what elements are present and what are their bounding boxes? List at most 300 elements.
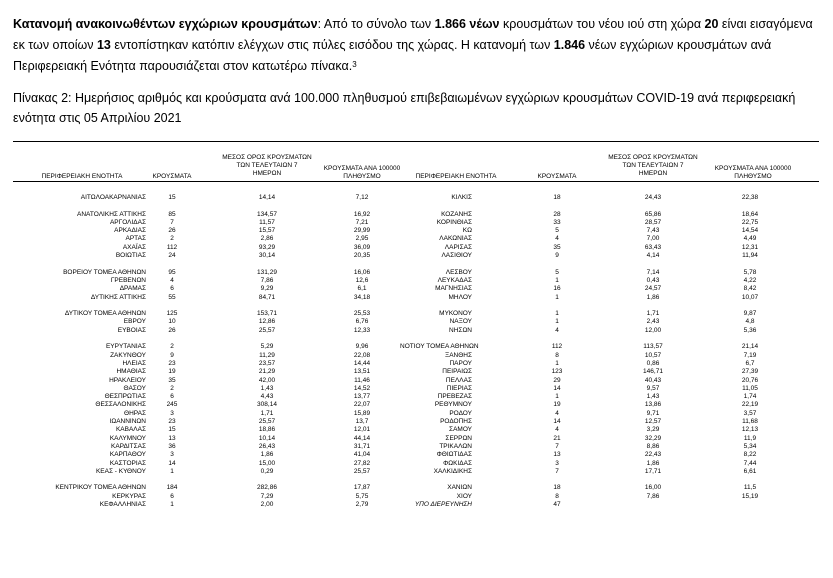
- right-cell-region: ΚΩ: [462, 227, 472, 235]
- right-cell-avg7: 4,14: [646, 252, 660, 260]
- left-cell-per100k: 34,18: [353, 293, 371, 301]
- left-cell-avg7: 7,29: [260, 492, 274, 500]
- left-cell-avg7: 134,57: [257, 210, 277, 218]
- left-cell-avg7: 84,71: [258, 293, 276, 301]
- left-cell-per100k: 13,51: [353, 368, 371, 376]
- left-cell-region: ΘΑΣΟΥ: [123, 384, 146, 392]
- table-caption: Πίνακας 2: Ημερήσιος αριθμός και κρούσματα ανά 100.000 πληθυσμού επιβεβαιωμένων εγχώριων κρουσμάτων COVID-19 ανά περιφερειακή ενότητα στις 05 Απριλίου 2021: [13, 91, 796, 125]
- right-cell-per100k: 21,14: [741, 343, 759, 351]
- left-region-column: [24, 194, 146, 509]
- right-cell-region: ΧΙΟΥ: [456, 492, 472, 500]
- right-cell-avg7: 7,00: [646, 235, 660, 243]
- right-cell-region: ΡΟΔΟΥ: [449, 409, 472, 417]
- right-cell-cases: 1: [555, 393, 559, 401]
- right-cell-per100k: 22,38: [741, 194, 759, 201]
- right-region-column: [400, 194, 479, 509]
- left-cell-cases: 4: [170, 276, 174, 284]
- left-cell-cases: 85: [168, 210, 176, 218]
- left-cell-avg7: 11,29: [259, 351, 275, 359]
- left-cell-region: ΔΥΤΙΚΟΥ ΤΟΜΕΑ ΑΘΗΝΩΝ: [64, 310, 146, 318]
- right-cell-region: ΚΟΡΙΝΘΙΑΣ: [436, 218, 472, 226]
- left-cell-cases: 3: [170, 409, 174, 417]
- left-cell-avg7: 282,86: [257, 484, 277, 492]
- left-cell-per100k: 14,44: [353, 359, 371, 367]
- right-cell-per100k: 22,75: [741, 218, 759, 226]
- left-cell-region: ΗΜΑΘΙΑΣ: [116, 368, 146, 376]
- left-cell-cases: 184: [166, 484, 178, 492]
- left-cell-per100k: 15,89: [353, 409, 371, 417]
- header-per100k-line2: ΠΛΗΘΥΣΜΟ: [343, 173, 381, 180]
- left-cell-avg7: 26,43: [258, 442, 276, 450]
- left-cell-per100k: 7,21: [355, 218, 369, 226]
- right-cell-avg7: [614, 501, 692, 509]
- left-cell-per100k: 16,92: [353, 210, 371, 218]
- right-cell-region: ΠΑΡΟΥ: [449, 359, 472, 367]
- right-cell-avg7: [614, 476, 692, 484]
- left-cell-cases: 14: [168, 459, 176, 467]
- right-cell-region: ΧΑΛΚΙΔΙΚΗΣ: [433, 467, 472, 475]
- right-cell-avg7: 1,43: [646, 393, 660, 401]
- left-cell-avg7: 25,57: [258, 418, 276, 426]
- right-cell-cases: 4: [555, 409, 559, 417]
- right-cell-region: ΛΕΥΚΑΔΑΣ: [437, 276, 472, 284]
- left-per100k-column: [325, 194, 399, 509]
- right-cell-cases: 112: [551, 343, 563, 351]
- right-cell-avg7: 1,86: [646, 293, 660, 301]
- right-cell-cases: [525, 335, 589, 343]
- left-cell-per100k: [325, 202, 399, 210]
- left-cell-per100k: 44,14: [353, 434, 371, 442]
- right-cell-avg7: 1,71: [646, 310, 660, 318]
- left-cell-region: ΚΕΦΑΛΛΗΝΙΑΣ: [99, 500, 146, 508]
- right-cell-region: ΞΑΝΘΗΣ: [444, 351, 472, 359]
- right-cell-avg7: 28,57: [644, 218, 662, 226]
- intro-at-gates: 13: [96, 38, 111, 52]
- right-cell-region: ΣΑΜΟΥ: [449, 426, 472, 434]
- left-cell-region: ΚΑΡΔΙΤΣΑΣ: [110, 442, 146, 450]
- right-cell-region: ΛΕΣΒΟΥ: [445, 268, 472, 276]
- right-cell-per100k: 14,54: [741, 227, 759, 235]
- left-cell-region: ΘΕΣΠΡΩΤΙΑΣ: [104, 393, 146, 401]
- footnote-marker: 3: [352, 60, 357, 69]
- left-cell-avg7: 15,00: [258, 459, 276, 467]
- right-cell-region: ΜΑΓΝΗΣΙΑΣ: [435, 285, 472, 293]
- left-cell-cases: 24: [168, 252, 176, 260]
- right-cell-per100k: 15,19: [741, 492, 759, 500]
- right-cell-avg7: 12,00: [644, 326, 662, 334]
- right-cell-avg7: 7,43: [646, 227, 660, 235]
- right-cell-region: ΠΕΙΡΑΙΩΣ: [442, 368, 472, 376]
- left-cell-region: ΗΛΕΙΑΣ: [122, 359, 146, 367]
- left-cell-cases: 15: [168, 194, 176, 201]
- right-cell-cases: 9: [555, 252, 559, 260]
- left-cell-region: [24, 302, 146, 310]
- left-cell-avg7: 153,71: [257, 310, 277, 318]
- right-cell-per100k: 12,13: [741, 426, 759, 434]
- right-cell-per100k: 11,05: [742, 384, 758, 392]
- right-cell-region: [400, 302, 472, 310]
- right-cell-avg7: 13,86: [644, 401, 662, 409]
- right-cell-avg7: 24,57: [644, 285, 662, 293]
- header-cases-right: ΚΡΟΥΣΜΑΤΑ: [537, 173, 577, 180]
- right-cell-cases: 1: [555, 293, 559, 301]
- right-cell-per100k: 8,22: [743, 451, 757, 459]
- left-cell-avg7: 14,14: [258, 194, 276, 201]
- left-cell-cases: 112: [166, 243, 178, 251]
- right-cell-cases: 8: [555, 492, 559, 500]
- right-cell-region: ΚΟΖΑΝΗΣ: [441, 210, 472, 218]
- left-cell-per100k: 7,12: [355, 194, 369, 201]
- right-cell-cases: 4: [555, 426, 559, 434]
- left-cell-per100k: [325, 335, 399, 343]
- right-cell-cases: 5: [555, 227, 559, 235]
- left-cell-cases: 26: [168, 227, 176, 235]
- right-cell-per100k: 10,07: [741, 293, 759, 301]
- left-cell-avg7: 12,86: [258, 318, 276, 326]
- left-cell-region: ΗΡΑΚΛΕΙΟΥ: [109, 376, 146, 384]
- left-cell-region: ΚΑΡΠΑΘΟΥ: [109, 451, 146, 459]
- right-cell-cases: [525, 302, 589, 310]
- left-cell-avg7: [228, 476, 306, 484]
- right-cell-avg7: 65,86: [644, 210, 662, 218]
- right-cell-per100k: 27,39: [741, 368, 759, 376]
- left-cell-avg7: [228, 260, 306, 268]
- left-cell-region: ΚΕΡΚΥΡΑΣ: [112, 492, 146, 500]
- left-cell-region: ΔΡΑΜΑΣ: [119, 285, 146, 293]
- left-cell-per100k: 11,46: [354, 376, 370, 384]
- left-cell-cases: 245: [166, 401, 178, 409]
- left-cell-cases: 7: [170, 218, 174, 226]
- right-cell-region: ΤΡΙΚΑΛΩΝ: [439, 442, 472, 450]
- left-cell-per100k: 2,95: [355, 235, 369, 243]
- right-cell-avg7: 2,43: [646, 318, 660, 326]
- right-cell-avg7: 7,86: [646, 492, 660, 500]
- right-cell-per100k: 12,31: [741, 243, 759, 251]
- left-cell-avg7: 1,71: [260, 409, 274, 417]
- left-cell-per100k: 25,53: [353, 310, 371, 318]
- right-cell-region: ΜΗΛΟΥ: [448, 293, 472, 301]
- right-cell-per100k: 1,74: [743, 393, 757, 401]
- left-cell-cases: 1: [170, 467, 174, 475]
- right-cell-cases: 1: [555, 318, 559, 326]
- right-cell-cases: 28: [553, 210, 561, 218]
- right-cell-cases: 5: [555, 268, 559, 276]
- right-cell-per100k: 11,5: [743, 484, 757, 492]
- right-cell-region: ΛΑΡΙΣΑΣ: [444, 243, 472, 251]
- header-per100k-line1: ΚΡΟΥΣΜΑΤΑ ΑΝΑ 100000: [714, 165, 792, 172]
- left-cell-region: ΚΑΒΑΛΑΣ: [115, 426, 146, 434]
- right-cell-per100k: 11,94: [742, 252, 758, 260]
- header-avg-line2: ΤΩΝ ΤΕΛΕΥΤΑΙΩΝ 7: [236, 162, 298, 169]
- right-cell-cases: 14: [553, 418, 561, 426]
- right-cell-region: ΡΕΘΥΜΝΟΥ: [434, 401, 472, 409]
- right-cell-avg7: 40,43: [644, 376, 662, 384]
- right-cell-region: ΦΩΚΙΔΑΣ: [443, 459, 472, 467]
- left-cell-cases: 2: [170, 343, 174, 351]
- intro-title: Κατανομή ανακοινωθέντων εγχώριων κρουσμάτων: [13, 17, 318, 31]
- left-cell-avg7: [228, 202, 306, 210]
- right-cell-cases: 16: [553, 285, 561, 293]
- left-cell-cases: 36: [168, 442, 176, 450]
- header-region-right: ΠΕΡΙΦΕΡΕΙΑΚΗ ΕΝΟΤΗΤΑ: [415, 173, 497, 180]
- left-cell-per100k: 17,87: [353, 484, 371, 492]
- right-cell-cases: [525, 260, 589, 268]
- right-cell-per100k: [712, 501, 788, 509]
- left-cell-avg7: [228, 302, 306, 310]
- right-cell-per100k: 5,36: [743, 326, 757, 334]
- left-cell-avg7: 7,86: [260, 276, 274, 284]
- right-cell-cases: 14: [553, 384, 561, 392]
- left-cell-avg7: 93,29: [258, 243, 276, 251]
- header-cases-left: ΚΡΟΥΣΜΑΤΑ: [152, 173, 192, 180]
- right-cell-cases: 19: [553, 401, 561, 409]
- right-cell-region: [400, 476, 472, 484]
- left-cell-avg7: 18,86: [258, 426, 276, 434]
- right-cell-per100k: 11,68: [742, 418, 758, 426]
- right-cell-region: [400, 335, 472, 343]
- left-cell-cases: [140, 476, 204, 484]
- right-cell-avg7: 0,43: [646, 276, 660, 284]
- right-cell-cases: 4: [555, 235, 559, 243]
- right-cases-column: [525, 194, 589, 509]
- right-cell-region: ΚΙΛΚΙΣ: [451, 194, 472, 201]
- left-cell-per100k: [325, 302, 399, 310]
- left-cell-avg7: 131,29: [257, 268, 277, 276]
- left-cell-cases: 15: [168, 426, 176, 434]
- left-cell-region: ΚΕΑΣ - ΚΥΘΝΟΥ: [95, 467, 146, 475]
- left-cell-cases: 35: [168, 376, 176, 384]
- left-cell-region: ΚΑΣΤΟΡΙΑΣ: [109, 459, 146, 467]
- right-cell-cases: 7: [555, 467, 559, 475]
- left-cell-cases: 26: [168, 326, 176, 334]
- right-cell-cases: 13: [553, 451, 561, 459]
- left-cell-per100k: 5,75: [355, 492, 369, 500]
- intro-text-1: : Από το σύνολο των: [317, 17, 435, 31]
- left-cell-region: ΑΙΤΩΛΟΑΚΑΡΝΑΝΙΑΣ: [80, 194, 146, 201]
- left-cell-avg7: 10,14: [258, 434, 276, 442]
- right-cell-avg7: 7,14: [646, 268, 660, 276]
- right-cell-per100k: 5,78: [743, 268, 757, 276]
- right-cell-per100k: 22,19: [741, 401, 759, 409]
- right-cell-avg7: 24,43: [644, 194, 662, 201]
- header-per100k-line1: ΚΡΟΥΣΜΑΤΑ ΑΝΑ 100000: [323, 165, 401, 172]
- left-cell-region: ΒΟΡΕΙΟΥ ΤΟΜΕΑ ΑΘΗΝΩΝ: [63, 268, 146, 276]
- left-cell-per100k: 36,09: [353, 243, 371, 251]
- left-cell-region: ΕΥΡΥΤΑΝΙΑΣ: [105, 343, 146, 351]
- left-cell-per100k: 25,57: [353, 467, 371, 475]
- table-top-rule: [13, 141, 819, 142]
- left-cell-cases: [140, 335, 204, 343]
- right-cell-avg7: 9,71: [646, 409, 660, 417]
- left-cell-region: ΑΡΓΟΛΙΔΑΣ: [109, 218, 146, 226]
- left-cell-region: ΖΑΚΥΝΘΟΥ: [110, 351, 146, 359]
- left-cell-cases: 95: [168, 268, 176, 276]
- right-cell-per100k: 4,49: [743, 235, 757, 243]
- right-cell-per100k: 3,57: [743, 409, 757, 417]
- right-cell-avg7: 0,86: [646, 359, 660, 367]
- left-cell-region: ΓΡΕΒΕΝΩΝ: [110, 276, 146, 284]
- left-cell-per100k: 29,99: [353, 227, 371, 235]
- left-cell-region: ΚΕΝΤΡΙΚΟΥ ΤΟΜΕΑ ΑΘΗΝΩΝ: [55, 484, 146, 492]
- left-cell-per100k: 13,7: [355, 418, 369, 426]
- left-cell-region: ΚΑΛΥΜΝΟΥ: [109, 434, 146, 442]
- left-cell-per100k: 9,96: [355, 343, 369, 351]
- left-cell-cases: 6: [170, 285, 174, 293]
- left-cell-cases: 9: [170, 351, 174, 359]
- right-cell-cases: [525, 202, 589, 210]
- header-avg-line1: ΜΕΣΟΣ ΟΡΟΣ ΚΡΟΥΣΜΑΤΩΝ: [222, 154, 312, 161]
- left-cell-per100k: 14,52: [353, 384, 371, 392]
- left-cell-region: ΒΟΙΩΤΙΑΣ: [115, 252, 146, 260]
- right-cell-cases: [525, 476, 589, 484]
- right-cell-avg7: 63,43: [644, 243, 662, 251]
- left-cell-cases: 13: [168, 434, 176, 442]
- left-cell-cases: 6: [170, 393, 174, 401]
- right-cell-region: ΜΥΚΟΝΟΥ: [439, 310, 472, 318]
- right-cell-per100k: [712, 202, 788, 210]
- right-cell-cases: 33: [553, 218, 561, 226]
- left-cell-cases: 23: [168, 359, 176, 367]
- left-cell-region: ΑΡΚΑΔΙΑΣ: [114, 227, 146, 235]
- right-cell-region: ΛΑΚΩΝΙΑΣ: [439, 235, 472, 243]
- left-cell-per100k: 31,71: [353, 442, 371, 450]
- left-cell-per100k: 20,35: [353, 252, 371, 260]
- right-cell-avg7: 22,43: [644, 451, 662, 459]
- left-cell-per100k: 27,82: [353, 459, 371, 467]
- right-cell-per100k: 9,87: [743, 310, 757, 318]
- right-avg-column: [614, 194, 692, 509]
- left-cell-avg7: 4,43: [260, 393, 274, 401]
- right-cell-per100k: 7,44: [743, 459, 757, 467]
- left-cell-per100k: 6,76: [355, 318, 369, 326]
- right-cell-avg7: 32,29: [644, 434, 662, 442]
- right-cell-region: ΠΕΛΛΑΣ: [445, 376, 472, 384]
- left-cell-cases: 3: [170, 451, 174, 459]
- right-cell-cases: 18: [553, 484, 561, 492]
- left-cell-per100k: 13,77: [353, 393, 371, 401]
- left-cell-avg7: 2,86: [260, 235, 274, 243]
- left-cell-region: ΕΒΡΟΥ: [123, 318, 146, 326]
- right-cell-region: ΠΙΕΡΙΑΣ: [446, 384, 472, 392]
- right-cell-region: ΝΑΞΟΥ: [449, 318, 472, 326]
- right-cell-avg7: 10,57: [644, 351, 662, 359]
- header-avg-line1: ΜΕΣΟΣ ΟΡΟΣ ΚΡΟΥΣΜΑΤΩΝ: [608, 154, 698, 161]
- left-cell-per100k: [325, 260, 399, 268]
- right-cell-avg7: 3,29: [646, 426, 660, 434]
- right-cell-avg7: 17,71: [644, 467, 662, 475]
- table-header-rule: [13, 181, 819, 182]
- left-cell-region: ΑΧΑΪΑΣ: [122, 243, 146, 251]
- left-cell-cases: [140, 302, 204, 310]
- left-cell-avg7: 21,29: [258, 368, 276, 376]
- left-cell-cases: 19: [168, 368, 176, 376]
- right-cell-per100k: [712, 302, 788, 310]
- left-cell-cases: 23: [168, 418, 176, 426]
- left-cell-cases: [140, 260, 204, 268]
- right-cell-region: [400, 260, 472, 268]
- right-cell-per100k: 6,7: [745, 359, 755, 367]
- right-cell-cases: 47: [553, 500, 561, 508]
- left-cell-cases: 2: [170, 235, 174, 243]
- left-cell-per100k: 16,06: [353, 268, 371, 276]
- right-cell-per100k: 4,22: [743, 276, 757, 284]
- right-cell-cases: 4: [555, 326, 559, 334]
- right-cell-per100k: 5,34: [743, 442, 757, 450]
- right-cell-avg7: 146,71: [643, 368, 663, 376]
- left-cell-cases: 6: [170, 492, 174, 500]
- header-per100k-right: [693, 165, 813, 181]
- left-cell-avg7: 11,57: [259, 218, 275, 226]
- left-cell-per100k: 22,07: [353, 401, 371, 409]
- right-cell-per100k: 7,19: [743, 351, 757, 359]
- left-avg-column: [228, 194, 306, 509]
- left-cell-avg7: 1,86: [260, 451, 274, 459]
- right-cell-avg7: [614, 260, 692, 268]
- right-cell-cases: 1: [555, 276, 559, 284]
- intro-text-2: κρουσμάτων του νέου ιού στη χώρα: [499, 17, 705, 31]
- left-cell-region: ΘΗΡΑΣ: [124, 409, 146, 417]
- left-cell-per100k: 12,33: [353, 326, 371, 334]
- right-cell-region: [400, 202, 472, 210]
- right-cell-per100k: [712, 260, 788, 268]
- intro-imported: 20: [704, 17, 719, 31]
- left-cell-region: ΘΕΣΣΑΛΟΝΙΚΗΣ: [95, 401, 146, 409]
- left-cell-region: ΔΥΤΙΚΗΣ ΑΤΤΙΚΗΣ: [90, 293, 146, 301]
- right-cell-avg7: [614, 202, 692, 210]
- header-avg-line3: ΗΜΕΡΩΝ: [638, 170, 668, 177]
- left-cases-column: [140, 194, 204, 509]
- intro-domestic: 1.846: [553, 38, 586, 52]
- right-cell-per100k: [712, 335, 788, 343]
- left-cell-region: ΑΝΑΤΟΛΙΚΗΣ ΑΤΤΙΚΗΣ: [77, 210, 146, 218]
- left-cell-per100k: 12,6: [355, 276, 369, 284]
- left-cell-avg7: 9,29: [260, 285, 274, 293]
- left-cell-region: ΑΡΤΑΣ: [125, 235, 146, 243]
- right-cell-cases: 1: [555, 359, 559, 367]
- left-cell-avg7: 30,14: [258, 252, 276, 260]
- header-avg-line2: ΤΩΝ ΤΕΛΕΥΤΑΙΩΝ 7: [622, 162, 684, 169]
- left-cell-avg7: 0,29: [260, 467, 274, 475]
- left-cell-cases: 2: [170, 384, 174, 392]
- right-cell-per100k: 4,8: [745, 318, 755, 326]
- left-cell-cases: 125: [166, 310, 178, 318]
- right-cell-cases: 35: [553, 243, 561, 251]
- left-cell-cases: 10: [168, 318, 176, 326]
- intro-text-5: νέων εγχώριων κρουσμάτων ανά Περιφερειακή Ενότητα παρουσιάζεται στον κατωτέρω πίνακα.: [13, 38, 772, 73]
- left-cell-avg7: 1,43: [260, 384, 274, 392]
- right-cell-cases: 7: [555, 442, 559, 450]
- right-cell-per100k: 11,9: [743, 434, 757, 442]
- right-cell-region: ΡΟΔΟΠΗΣ: [440, 418, 472, 426]
- right-cell-cases: 29: [553, 376, 561, 384]
- left-cell-avg7: 42,00: [258, 376, 276, 384]
- right-cell-per100k: 6,61: [743, 467, 757, 475]
- left-cell-avg7: 2,00: [260, 500, 274, 508]
- left-cell-region: [24, 202, 146, 210]
- left-cell-region: [24, 476, 146, 484]
- left-cell-avg7: [228, 335, 306, 343]
- header-avg-line3: ΗΜΕΡΩΝ: [252, 170, 282, 177]
- left-cell-cases: [140, 202, 204, 210]
- right-cell-per100k: 20,76: [741, 376, 759, 384]
- left-cell-cases: 1: [170, 500, 174, 508]
- left-cell-avg7: 15,57: [258, 227, 276, 235]
- right-cell-avg7: 1,86: [646, 459, 660, 467]
- left-cell-avg7: 23,57: [258, 359, 276, 367]
- left-cell-per100k: 41,04: [353, 451, 371, 459]
- right-cell-avg7: 113,57: [643, 343, 663, 351]
- left-cell-avg7: 308,14: [257, 401, 277, 409]
